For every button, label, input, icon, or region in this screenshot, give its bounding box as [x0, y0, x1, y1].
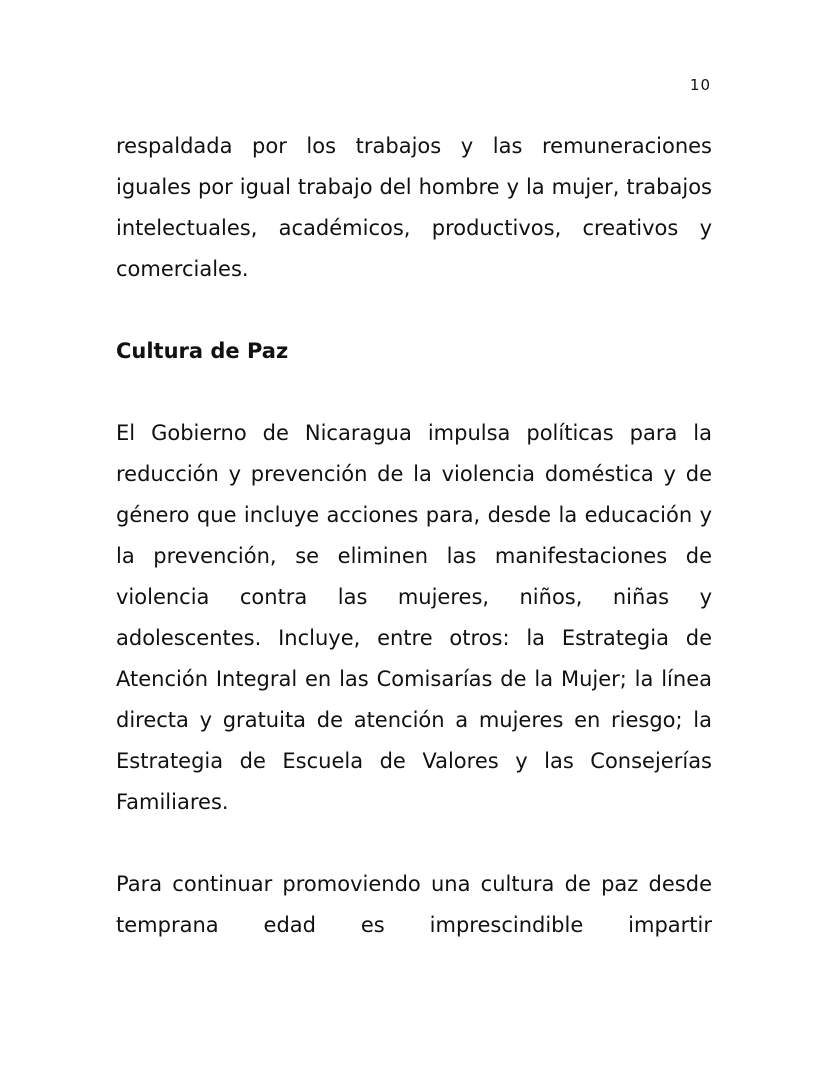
section-heading-cultura-de-paz: Cultura de Paz [116, 339, 289, 363]
page-number: 10 [689, 76, 711, 94]
document-body [116, 126, 712, 946]
paragraph-remuneraciones: respaldada por los trabajos y las remuneraciones iguales por igual trabajo del hombre y la mujer, trabajos intelectuales, académicos, productivos, creativos y comerciales. [116, 134, 712, 281]
paragraph-cultura-paz-continuacion: Para continuar promoviendo una cultura de paz desde temprana edad es imprescindible impartir [116, 872, 712, 937]
paragraph-gobierno-nicaragua: El Gobierno de Nicaragua impulsa políticas para la reducción y prevención de la violencia doméstica y de género que incluye acciones para, desde la educación y la prevención, se eliminen las manifestaciones de violencia contra las mujeres, niños, niñas y adolescentes. Incluye, entre otros: la Estrategia de Atención Integral en las Comisarías de la Mujer; la línea directa y gratuita de atención a mujeres en riesgo; la Estrategia de Escuela de Valores y las Consejerías Familiares. [116, 421, 712, 814]
